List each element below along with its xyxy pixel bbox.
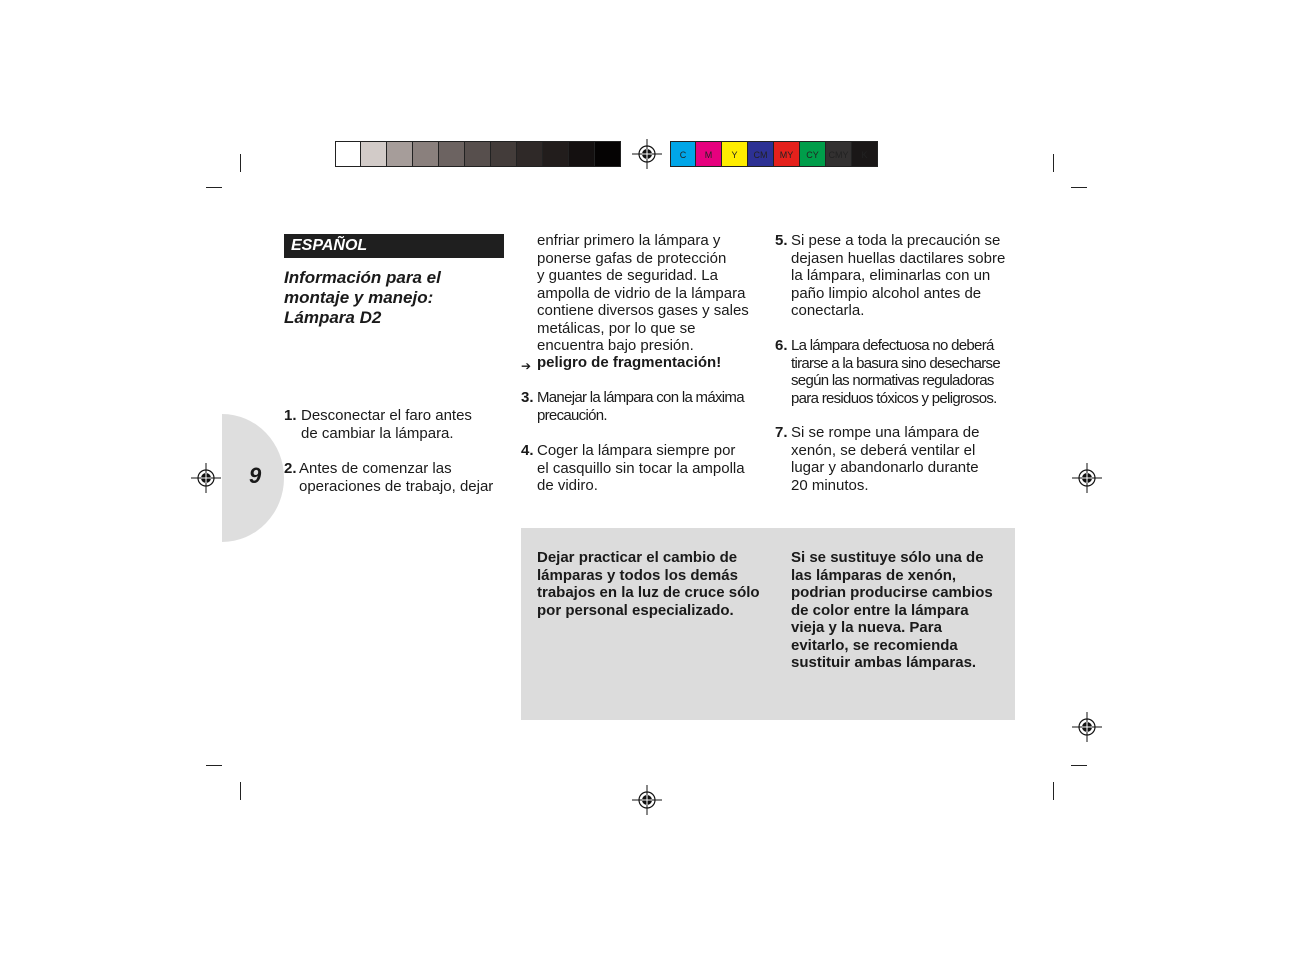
list-item-1 (284, 407, 514, 442)
color-swatch-cy: CY (800, 141, 826, 167)
item-text: Antes de comenzar las operaciones de trabajo, dejar (299, 460, 494, 495)
gray-swatch (439, 141, 465, 167)
color-swatch-cm: CM (748, 141, 774, 167)
warning-text-right: Si se sustituye sólo una de las lámparas de xenón, podrian producirse cambios de color entre la lámpara vieja y la nueva. Para evitarlo, se recomienda sustituir ambas lámparas. (791, 549, 993, 671)
color-swatch-cmy: CMY (826, 141, 852, 167)
color-swatch-y: Y (722, 141, 748, 167)
gray-swatch (543, 141, 569, 167)
item-2-continued: enfriar primero la lámpara y ponerse gafas de protección y guantes de seguridad. La ampolla de vidrio de la lámpara contiene diversos gases y sales metálicas, por lo que se encuentra bajo presión. (537, 232, 749, 354)
item-number: 3. (521, 389, 534, 406)
crop-mark (240, 782, 241, 800)
item-text: Si se rompe una lámpara de xenón, se deberá ventilar el lugar y abandonarlo durante 20 minutos. (791, 424, 980, 494)
list-item-6 (775, 337, 1025, 407)
list-item-5 (775, 232, 1025, 320)
item-text: Desconectar el faro antes de cambiar la lámpara. (301, 407, 472, 442)
item-number: 5. (775, 232, 788, 249)
list-item-2 (284, 460, 514, 495)
gray-swatch (595, 141, 621, 167)
crop-mark (206, 765, 222, 766)
crop-mark (206, 187, 222, 188)
danger-note: peligro de fragmentación! (537, 354, 722, 371)
item-text: La lámpara defectuosa no deberá tirarse a la basura sino desecharse según las normativas reguladoras para residuos tóxicos y peligrosos. (791, 337, 1000, 407)
gray-swatch (413, 141, 439, 167)
registration-mark-right-lower (1072, 712, 1102, 742)
item-number: 7. (775, 424, 788, 441)
list-item-4 (521, 442, 771, 495)
warning-text-left: Dejar practicar el cambio de lámparas y todos los demás trabajos en la luz de cruce sólo por personal especializado. (537, 549, 760, 619)
gray-swatch (387, 141, 413, 167)
crop-mark (1053, 782, 1054, 800)
page-number: 9 (249, 463, 262, 488)
language-header: ESPAÑOL (284, 234, 504, 258)
gray-scale-bar (335, 141, 621, 167)
gray-swatch (517, 141, 543, 167)
color-swatch-my: MY (774, 141, 800, 167)
gray-swatch (361, 141, 387, 167)
item-number: 1. (284, 407, 297, 424)
list-item-7 (775, 424, 1025, 494)
section-title: Información para el montaje y manejo: Lámpara D2 (284, 268, 441, 327)
registration-mark-bottom (632, 785, 662, 815)
color-swatch-c: C (670, 141, 696, 167)
color-swatch-k: K (852, 141, 878, 167)
item-text: Manejar la lámpara con la máxima precaución. (537, 389, 744, 424)
color-swatch-m: M (696, 141, 722, 167)
list-item-3 (521, 389, 781, 424)
registration-mark-left (191, 463, 221, 493)
crop-mark (1053, 154, 1054, 172)
gray-swatch (465, 141, 491, 167)
arrow-right-icon: ➔ (521, 359, 532, 373)
crop-mark (240, 154, 241, 172)
crop-mark (1071, 187, 1087, 188)
item-number: 6. (775, 337, 788, 354)
gray-swatch (335, 141, 361, 167)
item-number: 2. (284, 460, 297, 477)
item-text: Si pese a toda la precaución se dejasen huellas dactilares sobre la lámpara, eliminarlas con un paño limpio alcohol antes de conectarla. (791, 232, 1006, 319)
item-text: Coger la lámpara siempre por el casquillo sin tocar la ampolla de vidiro. (537, 442, 745, 494)
gray-swatch (491, 141, 517, 167)
registration-mark-right (1072, 463, 1102, 493)
gray-swatch (569, 141, 595, 167)
crop-mark (1071, 765, 1087, 766)
registration-mark-top (632, 139, 662, 169)
item-number: 4. (521, 442, 534, 459)
process-color-bar (670, 141, 878, 167)
